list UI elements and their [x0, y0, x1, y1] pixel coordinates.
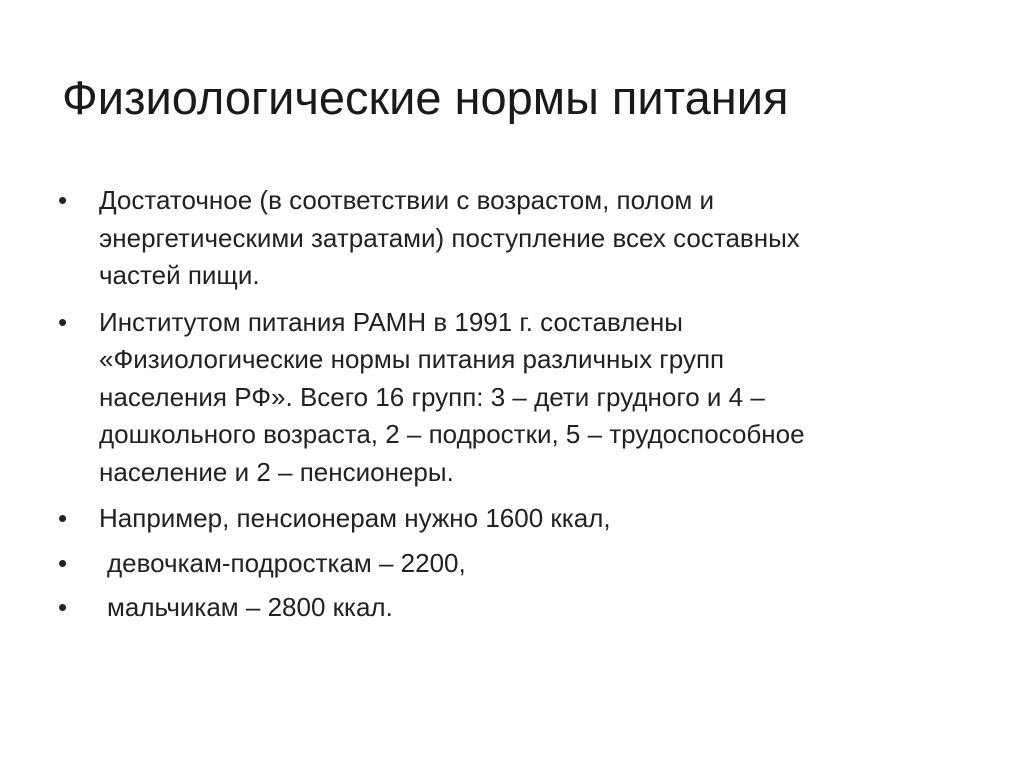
slide-title: Физиологические нормы питания [62, 71, 789, 124]
bullet-item [58, 500, 958, 538]
bullet-point: • [58, 185, 68, 215]
bullet-point: • [58, 306, 68, 337]
bullet-item [58, 182, 958, 295]
bullet-point: • [58, 592, 68, 622]
bullet-item [58, 589, 958, 627]
bullet-text: Например, пенсионерам нужно 1600 ккал, [99, 503, 611, 533]
bullet-text: Достаточное (в соответствии с возрастом, полом и энергетическими затратами) поступление всех составных частей пищи. [99, 185, 800, 290]
bullet-text: девочкам-подросткам – 2200, [107, 547, 466, 578]
bullet-text: мальчикам – 2800 ккал. [107, 592, 393, 622]
bullet-item [58, 545, 958, 583]
bullet-list [58, 182, 958, 634]
bullet-point: • [58, 503, 68, 533]
bullet-text: Институтом питания РАМН в 1991 г. составлены «Физиологические нормы питания различных групп населения РФ». Всего 16 групп: 3 – дети грудного и 4 – дошкольного возраста, 2 – подростки, 5 – трудоспособное население и 2 – пенсионеры. [99, 306, 805, 487]
bullet-point: • [58, 547, 68, 578]
bullet-item [58, 304, 958, 492]
